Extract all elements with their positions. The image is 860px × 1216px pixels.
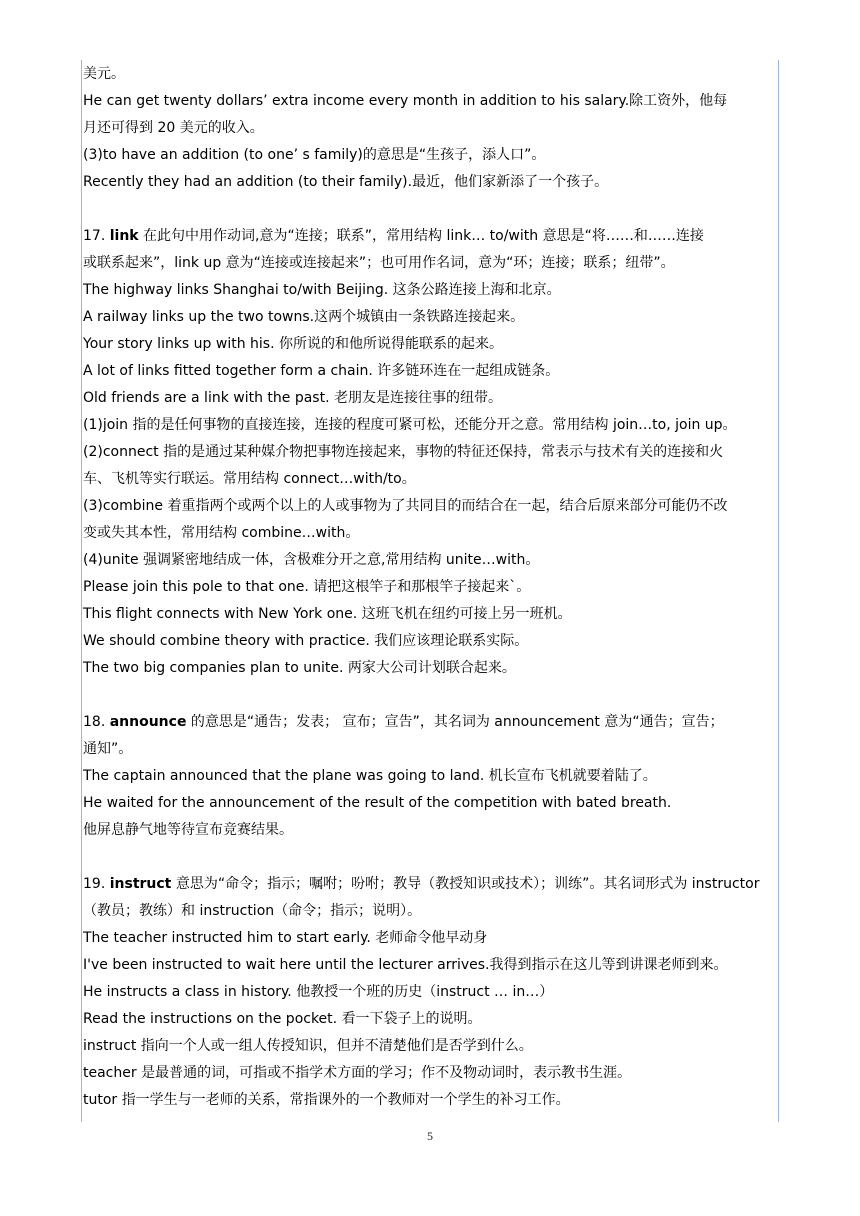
section-term: link xyxy=(109,228,139,244)
text-line: 美元。 xyxy=(83,66,125,82)
text-line: He instructs a class in history. 他教授一个班的历史（instruct … in…） xyxy=(83,984,554,1000)
text-line: A lot of links fitted together form a chain. 许多链环连在一起组成链条。 xyxy=(83,363,560,379)
section-heading-18 xyxy=(83,709,781,736)
text-line: Old friends are a link with the past. 老朋友是连接往事的纽带。 xyxy=(83,390,502,406)
left-margin-rule xyxy=(81,60,82,1122)
text-line: A railway links up the two towns.这两个城镇由一条铁路连接起来。 xyxy=(83,309,525,325)
section-term: instruct xyxy=(109,876,172,892)
section-heading-text: 意思为“命令；指示；嘱咐；吩咐；教导（教授知识或技术）；训练”。其名词形式为 instructor xyxy=(171,876,760,892)
text-line: The captain announced that the plane was going to land. 机长宣布飞机就要着陆了。 xyxy=(83,768,657,784)
text-line: The highway links Shanghai to/with Beijing. 这条公路连接上海和北京。 xyxy=(83,282,561,298)
text-line: Recently they had an addition (to their family).最近，他们家新添了一个孩子。 xyxy=(83,174,609,190)
text-line: 车、飞机等实行联运。常用结构 connect…with/to。 xyxy=(83,471,416,487)
text-line: 通知”。 xyxy=(83,741,133,757)
text-line: 变或失其本性，常用结构 combine…with。 xyxy=(83,525,360,541)
text-line: （教员；教练）和 instruction（命令；指示；说明）。 xyxy=(83,903,422,919)
text-line: (4)unite 强调紧密地结成一体，含极难分开之意,常用结构 unite…with。 xyxy=(83,552,540,568)
section-heading-text: 的意思是“通告；发表； 宣布；宣告”，其名词为 announcement 意为“通告；宣告； xyxy=(186,714,724,730)
section-number: 18. xyxy=(83,714,110,730)
text-line: 月还可得到 20 美元的收入。 xyxy=(83,120,264,136)
text-line: The teacher instructed him to start early. 老师命令他早动身 xyxy=(83,930,488,946)
text-line: 或联系起来”，link up 意为“连接或连接起来”；也可用作名词，意为“环；连接；联系；纽带”。 xyxy=(83,255,675,271)
text-line: (3)to have an addition (to one’ s family)的意思是“生孩子，添人口”。 xyxy=(83,147,546,163)
text-line: Read the instructions on the pocket. 看一下袋子上的说明。 xyxy=(83,1011,482,1027)
text-line: tutor 指一学生与一老师的关系，常指课外的一个教师对一个学生的补习工作。 xyxy=(83,1092,570,1108)
document-body xyxy=(83,61,781,1114)
text-line: teacher 是最普通的词，可指或不指学术方面的学习；作不及物动词时，表示教书生涯。 xyxy=(83,1065,632,1081)
section-number: 17. xyxy=(83,228,110,244)
blank-line xyxy=(83,682,781,709)
section-term: announce xyxy=(109,714,187,730)
text-line: The two big companies plan to unite. 两家大公司计划联合起来。 xyxy=(83,660,516,676)
blank-line xyxy=(83,196,781,223)
section-heading-17 xyxy=(83,223,781,250)
text-line: (1)join 指的是任何事物的直接连接，连接的程度可紧可松，还能分开之意。常用结构 join…to, join up。 xyxy=(83,417,737,433)
section-heading-19 xyxy=(83,871,781,898)
section-heading-text: 在此句中用作动词,意为“连接；联系”，常用结构 link… to/with 意思是“将……和……连接 xyxy=(138,228,704,244)
text-line: 他屏息静气地等待宣布竞赛结果。 xyxy=(83,822,293,838)
text-line: This flight connects with New York one. 这班飞机在纽约可接上另一班机。 xyxy=(83,606,572,622)
text-line: (3)combine 着重指两个或两个以上的人或事物为了共同目的而结合在一起，结合后原来部分可能仍不改 xyxy=(83,498,728,514)
text-line: Please join this pole to that one. 请把这根竿子和那根竿子接起来`。 xyxy=(83,579,531,595)
text-line: He waited for the announcement of the result of the competition with bated breath. xyxy=(83,795,672,811)
text-line: I've been instructed to wait here until the lecturer arrives.我得到指示在这儿等到讲课老师到来。 xyxy=(83,957,728,973)
section-number: 19. xyxy=(83,876,110,892)
text-line: (2)connect 指的是通过某种媒介物把事物连接起来，事物的特征还保持，常表示与技术有关的连接和火 xyxy=(83,444,724,460)
text-line: We should combine theory with practice. 我们应该理论联系实际。 xyxy=(83,633,529,649)
text-line: Your story links up with his. 你所说的和他所说得能联系的起来。 xyxy=(83,336,503,352)
page-number: 5 xyxy=(427,1129,433,1143)
text-line: instruct 指向一个人或一组人传授知识，但并不清楚他们是否学到什么。 xyxy=(83,1038,533,1054)
text-line: He can get twenty dollars’ extra income every month in addition to his salary.除工资外，他每 xyxy=(83,93,728,109)
blank-line xyxy=(83,844,781,871)
